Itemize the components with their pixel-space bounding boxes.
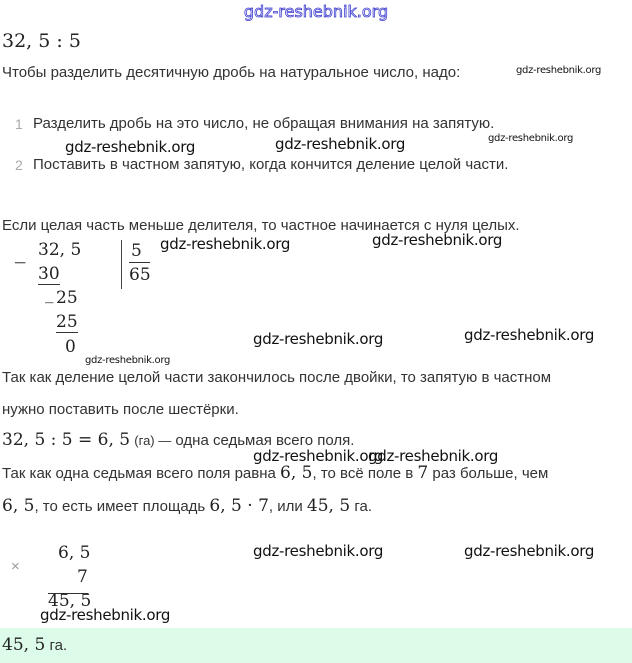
watermark: gdz-reshebnik.org [488,133,574,144]
step-number: 1 [15,116,23,132]
subtrahend: 30 [38,264,60,284]
multiply-sign: × [11,558,20,575]
remainder: 25 [56,288,78,308]
equation: 32, 5 : 5 = 6, 5 [2,430,131,450]
note: Если целая часть меньше делителя, то частное начинается с нуля целых. [2,217,520,234]
unit: (га) — [134,433,172,448]
text: , то всё поле в [312,465,414,482]
watermark: gdz-reshebnik.org [516,65,602,76]
watermark: gdz-reshebnik.org [464,542,595,560]
minus-sign: − [13,253,28,273]
math: 6, 5 · 7 [209,496,269,516]
quotient: 65 [129,265,151,285]
reasoning-line [2,496,372,516]
step-number: 2 [15,157,23,173]
watermark: gdz-reshebnik.org [85,355,171,366]
explanation: Так как деление целой части закончилось после двойки, то запятую в частном [2,369,552,386]
watermark: gdz-reshebnik.org [253,447,384,465]
final-remainder: 0 [65,337,76,357]
watermark: gdz-reshebnik.org [65,138,196,156]
answer-unit: га. [49,637,68,654]
watermark: gdz-reshebnik.org [368,447,499,465]
answer-value: 45, 5 [2,635,46,655]
watermark-top: gdz-reshebnik.org [243,2,389,21]
equation-text: одна седьмая всего поля. [175,432,355,449]
watermark: gdz-reshebnik.org [275,135,406,153]
text: раз больше, чем [432,465,549,482]
answer [2,635,67,655]
step-text: Разделить дробь на это число, не обращая внимания на запятую. [33,115,495,132]
product: 45, 5 [48,591,92,611]
divisor: 5 [129,240,150,263]
watermark: gdz-reshebnik.org [40,606,171,624]
factor: 7 [77,567,88,587]
division-bar [121,240,122,289]
explanation: нужно поставить после шестёрки. [2,401,239,418]
dividend: 32, 5 [38,240,82,260]
text: , или [268,498,303,515]
task-expression: 32, 5 : 5 [2,30,81,52]
math: 6, 5 [2,496,35,516]
factor: 6, 5 [58,543,91,563]
text: га. [354,498,373,515]
math: 6, 5 [280,463,313,483]
math: 7 [417,463,429,483]
watermark: gdz-reshebnik.org [253,330,384,348]
minus-sign: _ [45,284,54,304]
step-text: Поставить в частном запятую, когда кончится деление целой части. [33,156,509,173]
watermark: gdz-reshebnik.org [464,326,595,344]
watermark: gdz-reshebnik.org [372,231,503,249]
text: , то есть имеет площадь [34,498,206,515]
reasoning-line [2,463,548,483]
watermark: gdz-reshebnik.org [253,542,384,560]
text: Так как одна седьмая всего поля равна [2,465,276,482]
answer-box [0,628,632,663]
rule-intro: Чтобы разделить десятичную дробь на натуральное число, надо: [2,64,461,81]
subtrahend: 25 [56,312,78,332]
math: 45, 5 [306,496,351,516]
watermark: gdz-reshebnik.org [160,235,291,253]
